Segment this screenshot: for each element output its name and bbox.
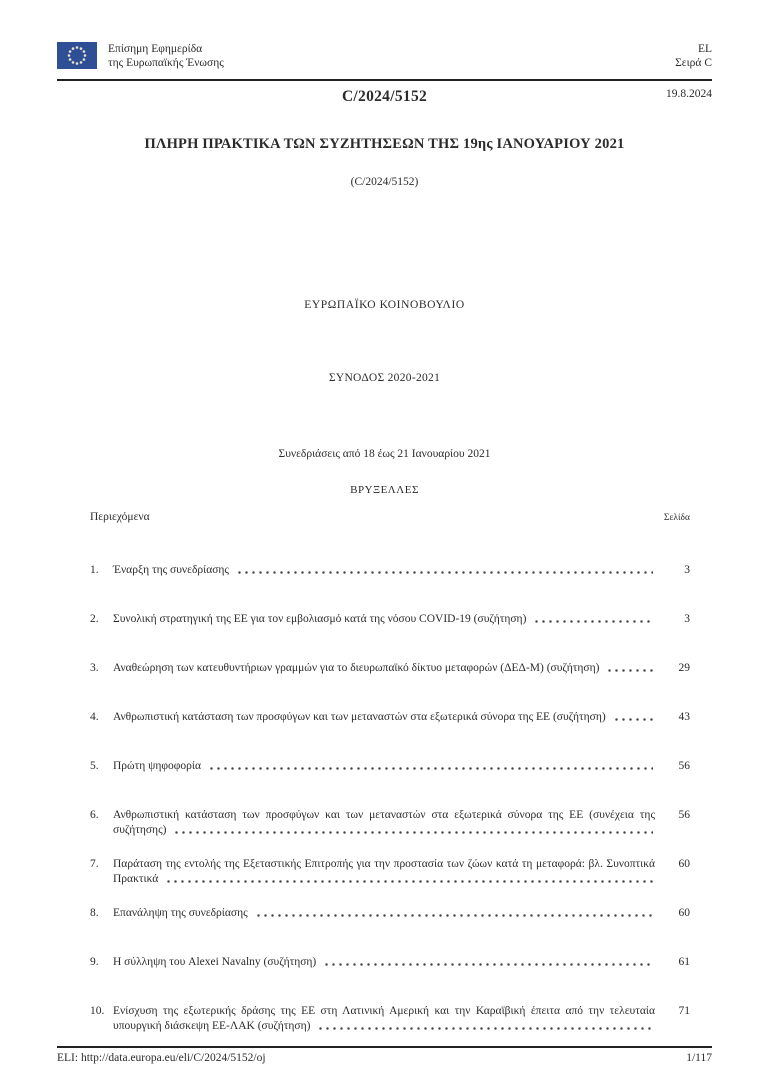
toc-entry-line [113, 710, 655, 725]
toc-entry-number: 7. [90, 858, 99, 870]
toc-entry-page: 60 [678, 858, 690, 870]
toc-entry-number: 6. [90, 809, 99, 821]
toc-entry-line-text: Αναθεώρηση των κατευθυντήριων γραμμών για το διευρωπαϊκό δίκτυο μεταφορών (ΔΕΔ-Μ) (συζήτηση) [113, 662, 600, 674]
toc-entry-line [113, 563, 655, 578]
toc-entry-line-text: Παράταση της εντολής της Εξεταστικής Επιτροπής για την προστασία των ζώων κατά τη μεταφορά: βλ. Συνοπτικά [113, 858, 655, 870]
toc-entry-line [113, 823, 655, 838]
toc-entry [90, 759, 690, 774]
toc-entry [90, 857, 690, 887]
toc-entry-line [113, 661, 655, 676]
toc-entry-number: 9. [90, 956, 99, 968]
sittings-range: Συνεδριάσεις από 18 έως 21 Ιανουαρίου 2021 [278, 448, 491, 460]
dot-leader [163, 872, 653, 887]
toc-entry-line [113, 872, 655, 887]
toc-heading: Περιεχόμενα [90, 511, 150, 523]
toc-entry-page: 3 [684, 564, 690, 576]
eli-link[interactable]: ELI: http://data.europa.eu/eli/C/2024/5152/oj [57, 1052, 266, 1064]
dot-leader [171, 823, 653, 838]
toc-entry-line [113, 808, 655, 823]
toc-entry [90, 808, 690, 838]
dot-leader [611, 710, 653, 725]
dot-leader [234, 563, 653, 578]
toc-entry-number: 3. [90, 662, 99, 674]
toc-entry-line-text: Ανθρωπιστική κατάσταση των προσφύγων και των μεταναστών στα εξωτερικά σύνορα της ΕΕ (συνέχεια της [113, 809, 655, 821]
dot-leader [253, 906, 653, 921]
toc-entry-number: 2. [90, 613, 99, 625]
toc-entry-line-text: συζήτησης) [113, 824, 167, 836]
toc-entry-line [113, 1004, 655, 1019]
toc-entry-text [113, 955, 655, 970]
toc-entry-text [113, 563, 655, 578]
toc-entry-text [113, 661, 655, 676]
dot-leader [315, 1019, 653, 1034]
doc-number-row [57, 88, 712, 106]
doc-number: C/2024/5152 [341, 88, 428, 105]
toc-header [90, 511, 690, 523]
toc-entry-text [113, 808, 655, 838]
toc-entry-page: 29 [678, 662, 690, 674]
toc-entry [90, 612, 690, 627]
toc-entry-text [113, 759, 655, 774]
toc-entry-page: 60 [678, 907, 690, 919]
footer [57, 1052, 712, 1064]
header [57, 42, 712, 70]
toc-entry-line-text: Ανθρωπιστική κατάσταση των προσφύγων και των μεταναστών στα εξωτερικά σύνορα της ΕΕ (συζήτηση) [113, 711, 606, 723]
series-label: Σειρά C [675, 57, 712, 69]
footer-divider [57, 1046, 712, 1048]
toc-entry-line-text: Πρακτικά [113, 873, 159, 885]
toc-list [90, 563, 690, 1053]
page-title: ΠΛΗΡΗ ΠΡΑΚΤΙΚΑ ΤΩΝ ΣΥΖΗΤΗΣΕΩΝ ΤΗΣ 19ης ΙΑΝΟΥΑΡΙΟΥ 2021 [144, 136, 625, 152]
toc-page-column-label: Σελίδα [663, 513, 690, 523]
dot-leader [604, 661, 653, 676]
header-right [675, 42, 712, 70]
toc-entry-line-text: Ενίσχυση της εξωτερικής δράσης της ΕΕ στη Λατινική Αμερική και την Καραϊβική έπειτα από την τελευταία [113, 1005, 655, 1017]
dot-leader [206, 759, 653, 774]
toc-entry-line-text: Συνολική στρατηγική της ΕΕ για τον εμβολιασμό κατά της νόσου COVID-19 (συζήτηση) [113, 613, 527, 625]
toc-entry [90, 710, 690, 725]
toc-entry-line [113, 759, 655, 774]
journal-name-line1: Επίσημη Εφημερίδα [108, 43, 203, 55]
toc-entry-text [113, 906, 655, 921]
toc-entry-page: 71 [678, 1005, 690, 1017]
toc-entry-text [113, 1004, 655, 1034]
toc-entry-number: 8. [90, 907, 99, 919]
toc-entry-line-text: υπουργική διάσκεψη ΕΕ-ΛΑΚ (συζήτηση) [113, 1020, 311, 1032]
toc-entry-line-text: Έναρξη της συνεδρίασης [113, 564, 229, 576]
toc-entry-page: 3 [684, 613, 690, 625]
toc-entry-page: 56 [678, 760, 690, 772]
toc-entry [90, 563, 690, 578]
dot-leader [321, 955, 653, 970]
toc-entry [90, 955, 690, 970]
journal-name-line2: της Ευρωπαϊκής Ένωσης [108, 57, 224, 69]
toc-entry [90, 661, 690, 676]
header-divider [57, 79, 712, 81]
toc-entry-page: 43 [678, 711, 690, 723]
issue-date: 19.8.2024 [666, 88, 712, 100]
eu-flag-icon [57, 42, 97, 69]
toc-entry-line [113, 1019, 655, 1034]
location-label: ΒΡΥΞΕΛΛΕΣ [350, 484, 419, 496]
toc-entry [90, 906, 690, 921]
toc-entry-line [113, 857, 655, 872]
journal-name [108, 42, 224, 70]
institution-name: ΕΥΡΩΠΑΪΚΟ ΚΟΙΝΟΒΟΥΛΙΟ [304, 299, 465, 311]
toc-entry-line [113, 955, 655, 970]
toc-entry-number: 1. [90, 564, 99, 576]
toc-entry-page: 61 [678, 956, 690, 968]
dot-leader [531, 612, 653, 627]
toc-entry-number: 4. [90, 711, 99, 723]
toc-entry-text [113, 710, 655, 725]
toc-entry-text [113, 612, 655, 627]
session-label: ΣΥΝΟΔΟΣ 2020-2021 [328, 372, 441, 384]
toc-entry-number: 5. [90, 760, 99, 772]
header-left [57, 42, 224, 70]
toc-entry-line [113, 612, 655, 627]
language-code: EL [697, 43, 712, 55]
toc-entry-line-text: Πρώτη ψηφοφορία [113, 760, 201, 772]
toc-entry [90, 1004, 690, 1034]
toc-entry-line-text: Η σύλληψη του Alexei Navalny (συζήτηση) [113, 956, 317, 968]
doc-reference: (C/2024/5152) [350, 176, 419, 188]
toc-entry-text [113, 857, 655, 887]
toc-entry-line-text: Επανάληψη της συνεδρίασης [113, 907, 248, 919]
toc-entry-page: 56 [678, 809, 690, 821]
page-indicator: 1/117 [686, 1052, 712, 1064]
toc-entry-line [113, 906, 655, 921]
toc-entry-number: 10. [90, 1005, 105, 1017]
